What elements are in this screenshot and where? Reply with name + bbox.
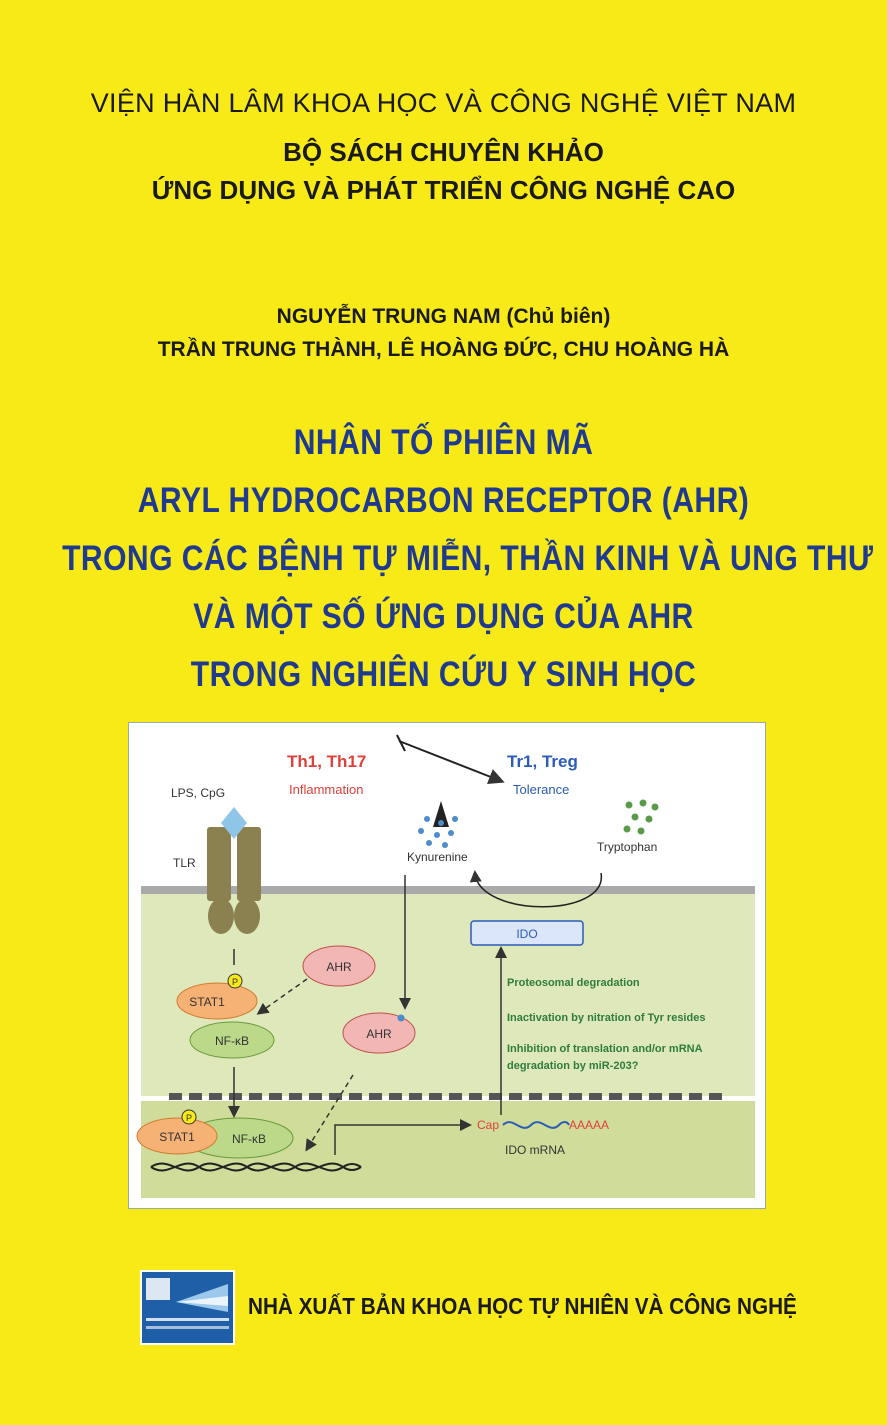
- nuclear-membrane: [169, 1093, 729, 1100]
- inflammation-label: Inflammation: [289, 782, 364, 797]
- ido-mrna-label: IDO mRNA: [505, 1143, 565, 1157]
- ido-label: IDO: [516, 927, 538, 941]
- cell-membrane: [141, 886, 755, 894]
- th-label: Th1, Th17: [287, 752, 367, 771]
- academy-name: VIỆN HÀN LÂM KHOA HỌC VÀ CÔNG NGHỆ VIỆT NAM: [90, 88, 797, 118]
- tlr-base-right: [234, 898, 260, 934]
- ahr-pathway-diagram: [128, 722, 766, 1209]
- nfkb-label-2: NF-κB: [232, 1132, 266, 1146]
- book-title-line4: VÀ MỘT SỐ ỨNG DỤNG CỦA AHR: [193, 597, 694, 636]
- series-title-line1: BỘ SÁCH CHUYÊN KHẢO: [283, 137, 604, 167]
- co-authors: TRẦN TRUNG THÀNH, LÊ HOÀNG ĐỨC, CHU HOÀNG HÀ: [157, 338, 730, 361]
- mechanism-3b: degradation by miR-203?: [507, 1060, 639, 1072]
- publisher-name: NHÀ XUẤT BẢN KHOA HỌC TỰ NHIÊN VÀ CÔNG NGHỆ: [248, 1293, 797, 1319]
- book-title-line5: TRONG NGHIÊN CỨU Y SINH HỌC: [190, 655, 697, 694]
- seesaw-beam: [399, 741, 501, 781]
- stat1-label-1: STAT1: [189, 995, 225, 1009]
- book-title-line1: NHÂN TỐ PHIÊN MÃ: [293, 423, 594, 462]
- mechanism-3a: Inhibition of translation and/or mRNA: [507, 1043, 703, 1055]
- lps-label: LPS, CpG: [171, 786, 226, 800]
- tolerance-label: Tolerance: [513, 782, 570, 797]
- author-editor: NGUYỄN TRUNG NAM (Chủ biên): [276, 305, 611, 328]
- tryptophan-dots: [624, 800, 659, 835]
- ahr-label-1: AHR: [326, 960, 352, 974]
- book-title-line3: TRONG CÁC BỆNH TỰ MIỄN, THẦN KINH VÀ UNG THƯ: [62, 539, 874, 578]
- mechanism-2: Inactivation by nitration of Tyr resides: [507, 1012, 706, 1024]
- tlr-base-left: [208, 898, 234, 934]
- series-title-line2: ỨNG DỤNG VÀ PHÁT TRIỂN CÔNG NGHỆ CAO: [151, 175, 736, 205]
- pathway-svg: [129, 723, 765, 1208]
- ahr-ligand-dot: [398, 1015, 405, 1022]
- mechanism-1: Proteosomal degradation: [507, 977, 640, 989]
- tlr-left: [207, 827, 231, 901]
- polya-label: AAAAA: [569, 1118, 610, 1132]
- phospho-label-1: P: [231, 977, 239, 987]
- tryptophan-label: Tryptophan: [597, 840, 658, 854]
- nfkb-label-1: NF-κB: [215, 1034, 249, 1048]
- tlr-right: [237, 827, 261, 901]
- book-title-line2: ARYL HYDROCARBON RECEPTOR (AHR): [137, 481, 750, 520]
- cap-label: Cap: [477, 1118, 500, 1132]
- ahr-label-2: AHR: [366, 1027, 392, 1041]
- tr-label: Tr1, Treg: [507, 752, 578, 771]
- stat1-label-2: STAT1: [159, 1130, 195, 1144]
- tlr-label: TLR: [173, 856, 196, 870]
- publisher-logo: [140, 1270, 235, 1345]
- kynurenine-label: Kynurenine: [407, 850, 468, 864]
- phospho-label-2: P: [185, 1113, 193, 1123]
